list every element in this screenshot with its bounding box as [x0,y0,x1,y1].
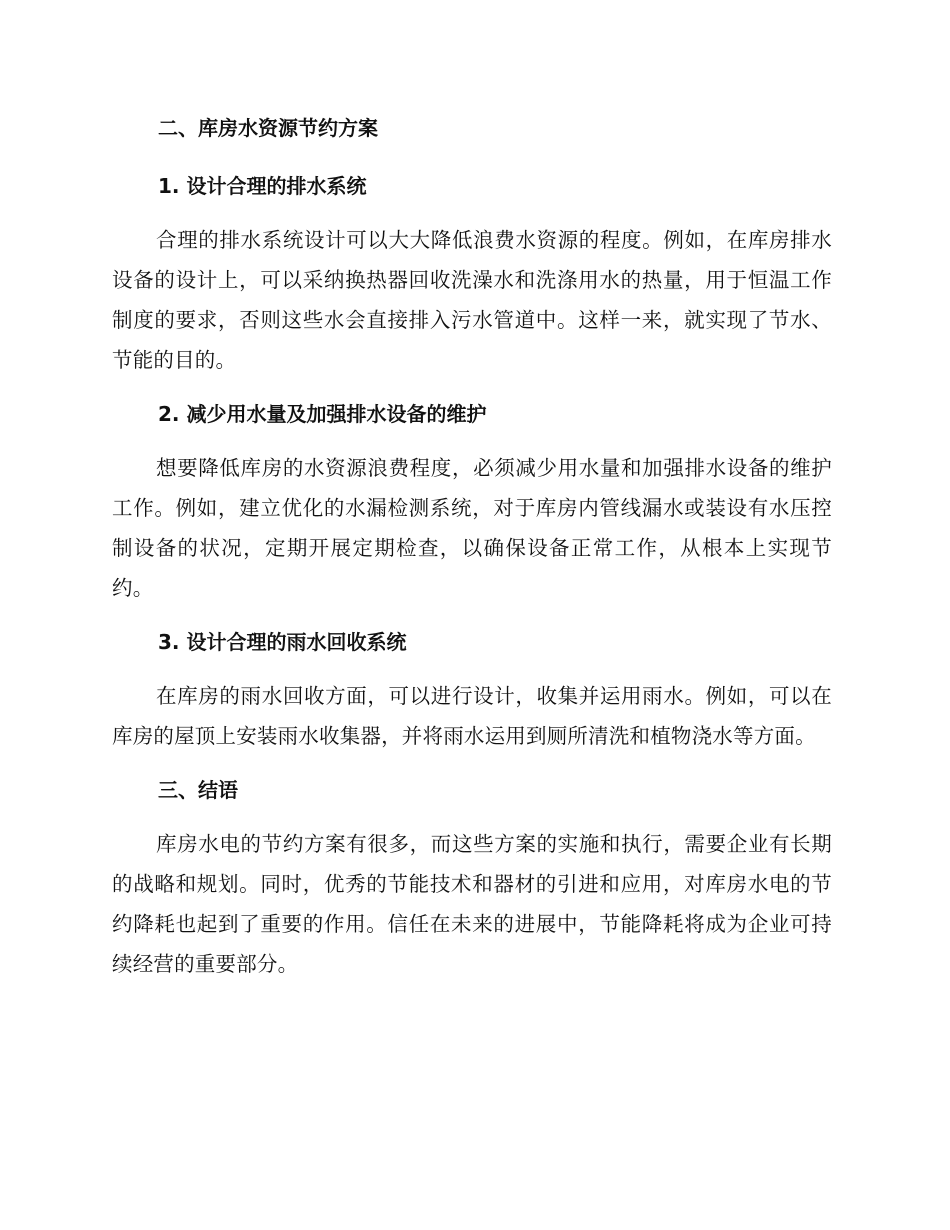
section-heading: 二、库房水资源节约方案 [158,116,378,140]
document-page [112,108,832,998]
paragraph-drainage: 合理的排水系统设计可以大大降低浪费水资源的程度。例如，在库房排水设备的设计上，可以采纳换热器回收洗澡水和洗涤用水的热量，用于恒温工作制度的要求，否则这些水会直接排入污水管道中。这样一来，就实现了节水、节能的目的。 [112,228,832,372]
paragraph-maintenance: 想要降低库房的水资源浪费程度，必须减少用水量和加强排水设备的维护工作。例如，建立优化的水漏检测系统，对于库房内管线漏水或装设有水压控制设备的状况，定期开展定期检查，以确保设备正常工作，从根本上实现节约。 [112,456,832,600]
subsection-heading-drainage: 1. 设计合理的排水系统 [158,174,367,198]
paragraph-conclusion: 库房水电的节约方案有很多，而这些方案的实施和执行，需要企业有长期的战略和规划。同时，优秀的节能技术和器材的引进和应用，对库房水电的节约降耗也起到了重要的作用。信任在未来的进展中，节能降耗将成为企业可持续经营的重要部分。 [112,832,832,976]
section-water-saving [112,108,832,756]
paragraph-rainwater: 在库房的雨水回收方面，可以进行设计，收集并运用雨水。例如，可以在库房的屋顶上安装雨水收集器，并将雨水运用到厕所清洗和植物浇水等方面。 [112,684,832,748]
subsection-heading-maintenance: 2. 减少用水量及加强排水设备的维护 [158,402,487,426]
conclusion-heading: 三、结语 [158,778,238,802]
subsection-heading-rainwater: 3. 设计合理的雨水回收系统 [158,630,407,654]
section-conclusion [112,770,832,984]
